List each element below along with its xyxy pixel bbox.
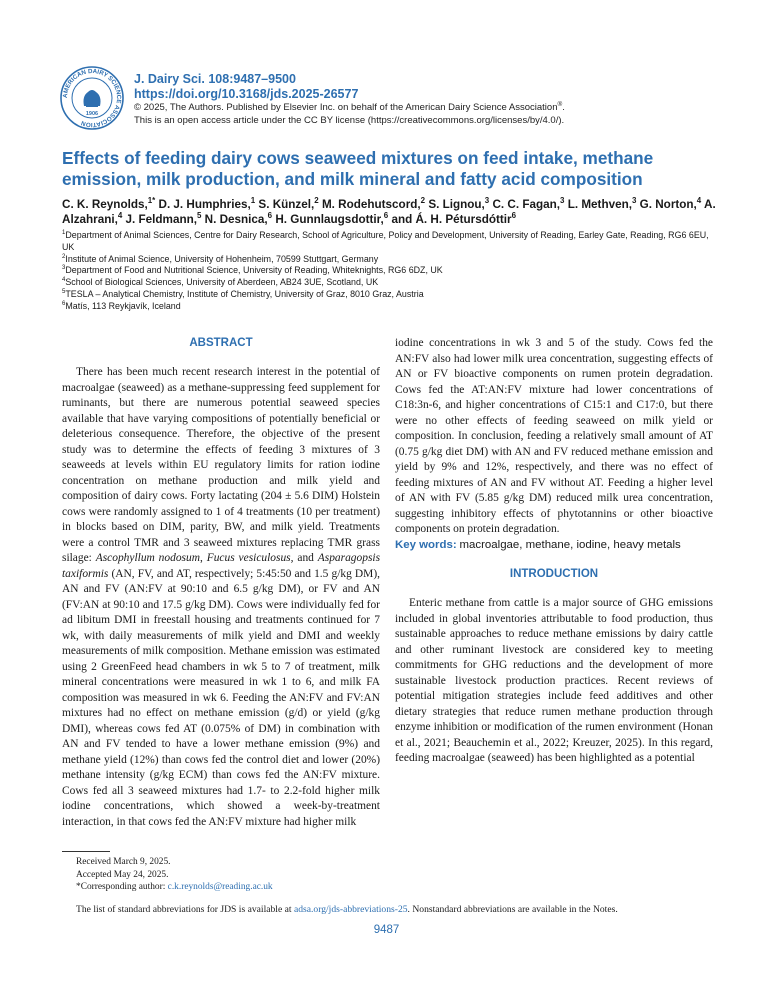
- author-name: C. C. Fagan,: [492, 198, 561, 211]
- abstract-heading: ABSTRACT: [189, 337, 253, 349]
- right-column: [395, 336, 713, 767]
- received-date: Received March 9, 2025.: [76, 857, 171, 867]
- author-name: N. Desnica,: [204, 212, 268, 226]
- author-affiliation-mark: 2: [314, 196, 319, 206]
- affiliation-item: $^4$School of Biological Sciences, University of Aberdeen, AB24 3UE, Scotland, UK: [62, 277, 379, 288]
- author-name: S. Künzel,: [258, 198, 315, 211]
- affiliation-list: [62, 230, 722, 313]
- author-affiliation-mark: 3: [631, 196, 637, 206]
- affiliation-item: $^2$Institute of Animal Science, University of Hohenheim, 70599 Stuttgart, Germany: [62, 253, 379, 264]
- adsa-logo: [60, 66, 124, 130]
- logo-ring-text: AMERICAN DAIRY SCIENCE ASSOCIATION: [61, 67, 123, 129]
- logo-year: 1906: [85, 111, 99, 117]
- author-name: M. Rodehutscord,: [321, 198, 421, 211]
- footnote-rule: [62, 851, 110, 852]
- author-affiliation-mark: 6: [511, 210, 517, 220]
- left-column: [62, 336, 380, 830]
- author-name: S. Lignou,: [428, 198, 485, 211]
- author-list: [62, 198, 722, 227]
- abstract-text-continued: iodine concentrations in wk 3 and 5 of the study. Cows fed the AN:FV also had lower milk urea concentration, suggesting effects of AN or FV bioactive components on rumen protein degradation. Cows fed the AT:AN:FV mixture had lower concentrations of C18:3n-6, and higher concentrations of C15:1 and C17:0, but there were no other effects of feeding seaweed on milk yield or composition. In conclusion, feeding a relatively small amount of AT (0.75 g/kg diet DM) with AN and FV reduced methane emission and yield by 9% and 12%, respectively, and there was no effect of feeding mixtures of AN and FV without AT. Feeding a higher level of AN with FV (5.85 g/kg DM) reduced milk urea concentration, suggesting inhibitory effects of phytotannins or other bioactive components on protein degradation.: [395, 337, 713, 535]
- author-name: H. Gunnlaugsdottir,: [275, 212, 384, 226]
- affiliation-item: $^6$Matís, 113 Reykjavík, Iceland: [62, 300, 181, 311]
- author-name: D. J. Humphries,: [158, 198, 251, 211]
- author-name: G. Norton,: [639, 198, 697, 211]
- doi-link[interactable]: https://doi.org/10.3168/jds.2025-26577: [134, 87, 359, 101]
- author-affiliation-mark: 6: [383, 210, 389, 220]
- author-affiliation-mark: 4: [117, 210, 123, 220]
- introduction-text: Enteric methane from cattle is a major source of GHG emissions included in global inventories attributable to food production, thus sustainable approaches to reduce methane emissions by dairy cattle and other ruminant livestock are considered key to meeting commitments for GHG reductions and the development of more sustainable livestock production practices. Recent reviews of potential mitigation strategies include feed additives and other dietary strategies that reduce rumen methane production through enzyme inhibition or modification of the rumen environment (Honan et al., 2021; Beauchemin et al., 2022; Kreuzer, 2025). In this regard, feeding macroalgae (seaweed) has been highlighted as a potential: [395, 597, 713, 764]
- author-affiliation-mark: 1*: [147, 196, 156, 206]
- author-affiliation-mark: 4: [696, 196, 702, 206]
- introduction-heading: INTRODUCTION: [509, 568, 599, 580]
- page-number: 9487: [373, 924, 400, 936]
- author-name: and Á. H. Pétursdóttir: [391, 212, 512, 226]
- article-title: Effects of feeding dairy cows seaweed mixtures on feed intake, methane emission, milk production, and milk mineral and fatty acid composition: [62, 148, 654, 189]
- accepted-date: Accepted May 24, 2025.: [76, 869, 169, 880]
- license-line-2: This is an open access article under the CC BY license (https://creativecommons.org/licenses/by/4.0/).: [134, 114, 565, 126]
- author-name: A. Alzahrani,: [62, 198, 716, 226]
- author-affiliation-mark: 2: [420, 196, 426, 206]
- author-name: J. Feldmann,: [125, 212, 197, 226]
- author-name: C. K. Reynolds,: [62, 198, 148, 211]
- journal-header: [60, 66, 710, 136]
- author-affiliation-mark: 3: [484, 196, 490, 206]
- keywords: Key words: macroalgae, methane, iodine, heavy metals: [395, 538, 681, 551]
- author-email-link[interactable]: c.k.reynolds@reading.ac.uk: [167, 882, 273, 892]
- footnotes: [76, 856, 376, 894]
- affiliation-item: $^3$Department of Food and Nutritional Science, University of Reading, Whiteknights, RG6 6DZ, UK: [62, 265, 443, 276]
- author-affiliation-mark: 6: [267, 210, 273, 220]
- author-affiliation-mark: 3: [560, 196, 565, 206]
- abbreviations-note: The list of standard abbreviations for JDS is available at adsa.org/jds-abbreviations-25. Nonstandard abbreviations are available in the Notes.: [76, 904, 618, 915]
- abstract-continuation: [395, 336, 713, 538]
- license-line-1: © 2025, The Authors. Published by Elsevier Inc. on behalf of the American Dairy Science Association®.: [134, 100, 565, 113]
- abstract-text: There has been much recent research interest in the potential of macroalgae (seaweed) as a methane-suppressing feed supplement for ruminants, but there are numerous potential seaweed species available that have varying compositions of potentially beneficial or deleterious consequence. Therefore, the objective of the present study was to determine the effects of feeding 3 mixtures of 3 seaweeds at levels within EU regulatory limits for ration iodine concentration on methane production and milk yield and composition of dairy cows. Forty lactating (204 ± 5.6 DIM) Holstein cows were randomly assigned to 1 of 4 treatments (10 per treatment) in blocks based on DIM, parity, BW, and milk yield. Treatments were a control TMR and 3 seaweed mixtures replacing TMR grass silage: Ascophyllum nodosum, Fucus vesiculosus, and Asparagopsis taxiformis (AN, FV, and AT, respectively; 5:45:50 and 1.5 g/kg DM), AN and FV (AN:FV at 90:10 and 6.5 g/kg DM), or FV and AN (FV:AN at 90:10 and 17.5 g/kg DM). Cows were individually fed for ad libitum DMI in freestall housing and treatments continued for 7 wk, with daily measurements of milk yield and DMI and weekly measurements of milk composition. Methane emission was estimated using 2 GreenFeed head chambers in wk 5 to 7 of treatment, milk mineral concentrations were measured in wk 1 to 6, and milk FA composition was measured in wk 6. Feeding the AN:FV and FV:AN mixtures had no effect on methane emission (g/d) or yield (g/kg DMI), whereas cows fed AT (0.075% of DM) in combination with AN and FV tended to have a lower methane emission (9%) and methane yield (12%) than cows fed the control diet and lower (20%) methane intensity (g/kg ECM) than cows fed the AN:FV mixture. Cows fed all 3 seaweed mixtures had 1.7- to 2.2-fold higher milk iodine concentrations, which showed a week-by-treatment interaction, in that cows fed the AN:FV mixture had higher milk: [62, 366, 381, 828]
- journal-reference: J. Dairy Sci. 108:9487–9500: [134, 72, 296, 86]
- author-affiliation-mark: 1: [250, 196, 256, 206]
- abbreviations-link[interactable]: adsa.org/jds-abbreviations-25: [293, 904, 408, 915]
- corresponding-author: *Corresponding author: c.k.reynolds@reading.ac.uk: [76, 882, 273, 892]
- author-name: L. Methven,: [567, 198, 632, 211]
- author-affiliation-mark: 5: [196, 210, 202, 220]
- affiliation-item: $^1$Department of Animal Sciences, Centre for Dairy Research, School of Agriculture, Policy and Development, University of Reading, Earley Gate, Reading, RG6 6EU, UK: [62, 230, 709, 252]
- affiliation-item: $^5$TESLA – Analytical Chemistry, Institute of Chemistry, University of Graz, 8010 Graz, Austria: [62, 288, 424, 299]
